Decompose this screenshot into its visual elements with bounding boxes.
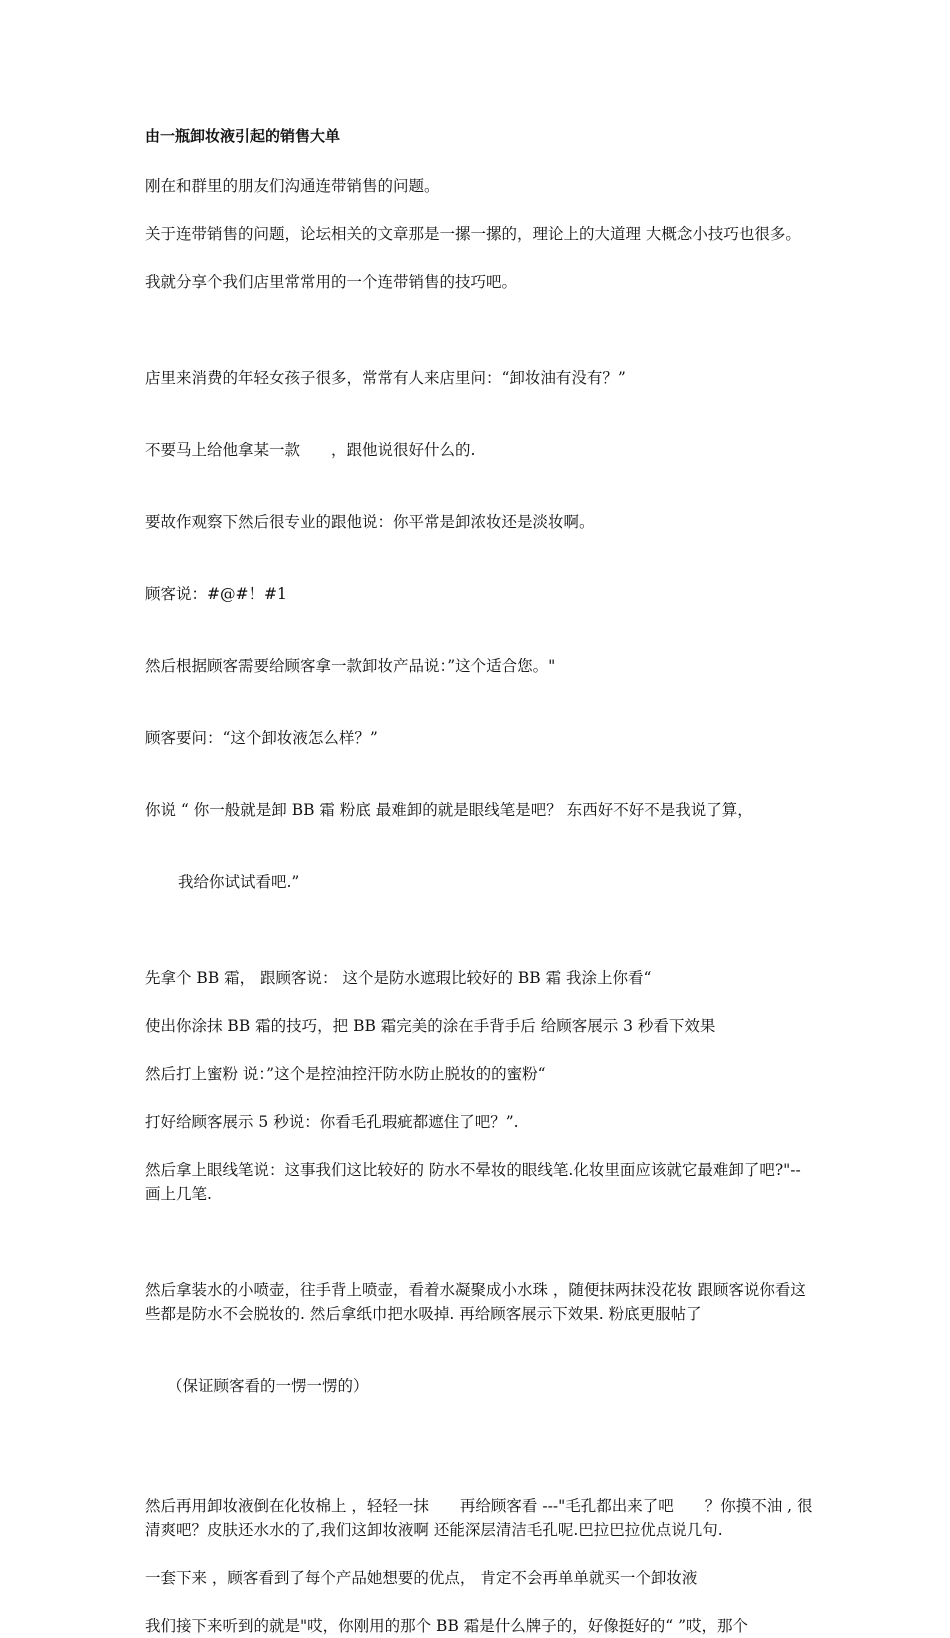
paragraph-intro: 刚在和群里的朋友们沟通连带销售的问题。 [145, 177, 440, 195]
paragraph-share: 我就分享个我们店里常常用的一个连带销售的技巧吧。 [145, 273, 518, 291]
paragraph-context: 关于连带销售的问题，论坛相关的文章那是一摞一摞的，理论上的大道理 大概念小技巧也很多。 [145, 225, 801, 243]
water-test-note: （保证顾客看的一愣一愣的） [167, 1377, 369, 1395]
water-test-text: 然后拿装水的小喷壶，往手背上喷壶，看着水凝聚成小水珠 ，随便抹两抹没花妆 跟顾客说你看这些都是防水不会脱妆的. 然后拿纸巾把水吸掉. 再给顾客展示下效果. 粉底更服帖了 [145, 1281, 806, 1323]
paragraph-bb-cream: 先拿个 BB 霜， 跟顾客说： 这个是防水遮瑕比较好的 BB 霜 我涂上你看“ [145, 969, 652, 987]
paragraph-bb-technique: 使出你涂抹 BB 霜的技巧，把 BB 霜完美的涂在手背手后 给顾客展示 3 秒看下效果 [145, 1017, 716, 1035]
dialog-line: 顾客说：#@#！#1 [145, 585, 287, 603]
dialog-line-indented: 我给你试试看吧.” [178, 873, 300, 891]
paragraph-dialog [145, 318, 815, 942]
dialog-line: 店里来消费的年轻女孩子很多，常常有人来店里问：“卸妆油有没有？” [145, 369, 626, 387]
paragraph-water-test [145, 1230, 815, 1446]
dialog-line: 你说 “ 你一般就是卸 BB 霜 粉底 最难卸的就是眼线笔是吧？ 东西好不好不是我说了算， [145, 801, 753, 819]
dialog-line: 顾客要问：“这个卸妆液怎么样？” [145, 729, 378, 747]
paragraph-remover-demo: 然后再用卸妆液倒在化妆棉上 ，轻轻一抹 再给顾客看 ---"毛孔都出来了吧 ？你摸不油 , 很清爽吧？皮肤还水水的了,我们这卸妆液啊 还能深层清洁毛孔呢.巴拉巴拉优点说几句. [145, 1497, 813, 1539]
document-body [145, 124, 815, 1638]
paragraph-followup: 我们接下来听到的就是"哎，你刚用的那个 BB 霜是什么牌子的，好像挺好的“ ”哎，那个 [145, 1617, 749, 1635]
dialog-line: 要故作观察下然后很专业的跟他说：你平常是卸浓妆还是淡妆啊。 [145, 513, 595, 531]
dialog-line: 不要马上给他拿某一款 ，跟他说很好什么的. [145, 441, 476, 459]
dialog-line: 然后根据顾客需要给顾客拿一款卸妆产品说：”这个适合您。" [145, 657, 556, 675]
paragraph-result: 一套下来 ，顾客看到了每个产品她想要的优点， 肯定不会再单单就买一个卸妆液 [145, 1569, 698, 1587]
document-title: 由一瓶卸妆液引起的销售大单 [145, 127, 341, 145]
paragraph-powder: 然后打上蜜粉 说：”这个是控油控汗防水防止脱妆的的蜜粉“ [145, 1065, 546, 1083]
paragraph-eyeliner: 然后拿上眼线笔说：这事我们这比较好的 防水不晕妆的眼线笔.化妆里面应该就它最难卸了吧?"--画上几笔. [145, 1161, 801, 1203]
paragraph-powder-show: 打好给顾客展示 5 秒说：你看毛孔瑕疵都遮住了吧？”. [145, 1113, 519, 1131]
